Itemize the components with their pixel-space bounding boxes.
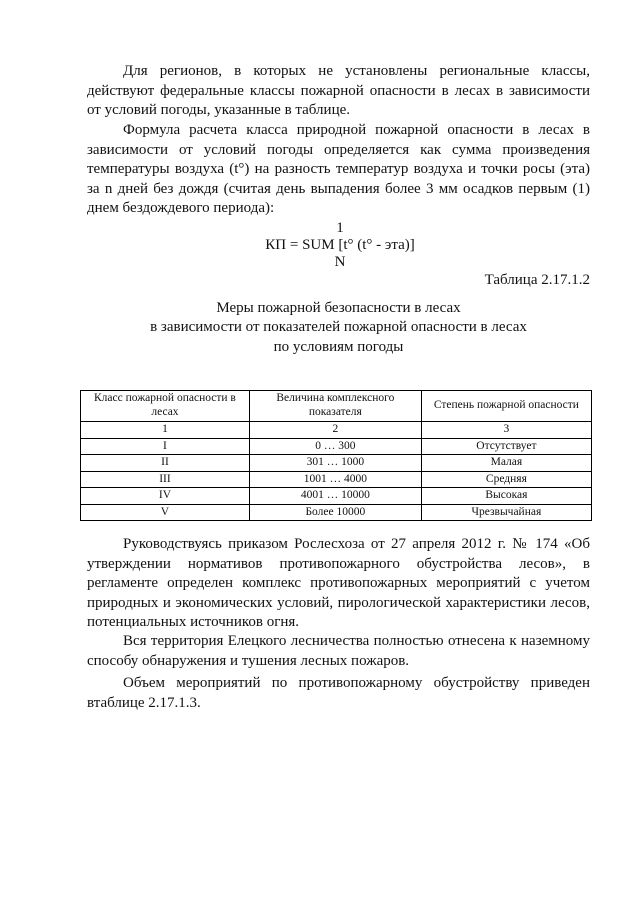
table-cell: Высокая: [421, 488, 591, 505]
header-class: Класс пожарной опасности в лесах: [81, 391, 250, 422]
table-row: [81, 488, 592, 505]
table-row: [81, 455, 592, 472]
formula-denominator: N: [334, 254, 346, 270]
table-row: [81, 438, 592, 455]
table-cell: I: [81, 438, 250, 455]
numbering-cell: 2: [249, 422, 421, 439]
table-numbering-row: [81, 422, 592, 439]
table-cell: Средняя: [421, 471, 591, 488]
table-cell: V: [81, 504, 250, 521]
numbering-cell: 1: [81, 422, 250, 439]
paragraph-federal-classes: Для регионов, в которых не установлены региональные классы, действуют федеральные классы пожарной опасности в лесах в зависимости от условий погоды, указанные в таблице.: [87, 63, 590, 119]
table-row: [81, 504, 592, 521]
table-cell: 301 … 1000: [249, 455, 421, 472]
paragraph-measures-volume: Объем мероприятий по противопожарному обустройству приведен втаблице 2.17.1.3.: [87, 675, 590, 711]
table-cell: Чрезвычайная: [421, 504, 591, 521]
table-cell: II: [81, 455, 250, 472]
table-cell: IV: [81, 488, 250, 505]
formula-numerator: 1: [336, 220, 344, 236]
table-cell: 1001 … 4000: [249, 471, 421, 488]
table-header-row: [81, 391, 592, 422]
numbering-cell: 3: [421, 422, 591, 439]
paragraph-formula-description: Формула расчета класса природной пожарной опасности в лесах в зависимости от условий погоды определяется как сумма произведения температуры воздуха (t°) на разность температур воздуха и точки росы (эта) за n дней без дождя (считая день выпадения более 3 мм осадков первым (1) днем бездождевого периода):: [87, 122, 590, 217]
table-cell: 0 … 300: [249, 438, 421, 455]
table-caption-line-2: в зависимости от показателей пожарной опасности в лесах: [150, 319, 527, 335]
table-cell: Отсутствует: [421, 438, 591, 455]
fire-danger-table: [80, 390, 592, 521]
table-cell: Малая: [421, 455, 591, 472]
table-cell: Более 10000: [249, 504, 421, 521]
table-number-label: Таблица 2.17.1.2: [484, 272, 590, 288]
table-caption-line-3: по условиям погоды: [273, 339, 404, 355]
header-index-value: Величина комплексного показателя: [249, 391, 421, 422]
formula-main: КП = SUM [t° (t° - эта)]: [265, 237, 415, 253]
table-cell: III: [81, 471, 250, 488]
paragraph-rosleshoz-order: Руководствуясь приказом Рослесхоза от 27 апреля 2012 г. № 174 «Об утверждении нормативов противопожарного обустройства лесов», в регламенте определен комплекс противопожарных мероприятий с учетом природных и экономических условий, пирологической характеристики лесов, потенциальных источников огня.: [87, 536, 590, 631]
table-cell: 4001 … 10000: [249, 488, 421, 505]
table-caption-line-1: Меры пожарной безопасности в лесах: [216, 300, 461, 316]
header-danger-degree: Степень пожарной опасности: [421, 391, 591, 422]
table-row: [81, 471, 592, 488]
paragraph-territory: Вся территория Елецкого лесничества полностью отнесена к наземному способу обнаружения и тушения лесных пожаров.: [87, 633, 590, 669]
